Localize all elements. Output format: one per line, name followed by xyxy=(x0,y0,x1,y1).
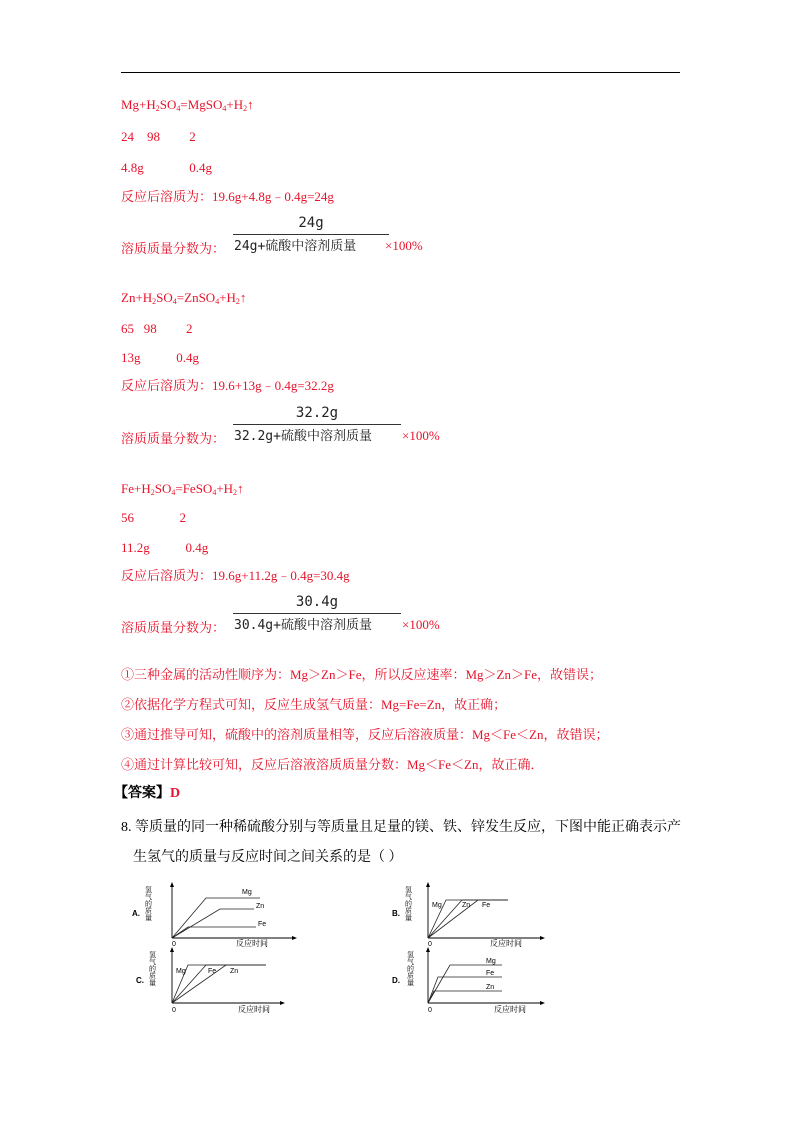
mg-values: 4.8g 0.4g xyxy=(121,160,212,175)
x-axis-label: 反应时间 xyxy=(238,1005,270,1014)
option-d-chart[interactable] xyxy=(390,945,550,1015)
series-line-mg xyxy=(172,898,260,938)
series-line-zn xyxy=(428,991,502,1003)
header-rule xyxy=(121,72,680,73)
question-line-2: 生氢气的质量与反应时间之间关系的是（ ） xyxy=(133,850,403,865)
series-line-fe xyxy=(172,965,266,1003)
x-axis-label: 反应时间 xyxy=(494,1005,526,1014)
x-axis-arrow xyxy=(540,1001,545,1005)
y-axis-label: 氢气的质量 xyxy=(148,951,156,986)
option-letter: D. xyxy=(392,976,400,985)
series-label-zn: Zn xyxy=(230,968,239,975)
answer-bracket: 【答案】 xyxy=(114,786,170,801)
y-axis-arrow xyxy=(170,882,174,887)
series-label-fe: Fe xyxy=(208,968,217,975)
fraction-percent: ×100% xyxy=(402,617,440,632)
question-line-1: 8. 等质量的同一种稀硫酸分别与等质量且足量的镁、铁、锌发生反应，下图中能正确表示产 xyxy=(121,820,681,835)
mg-solute: 反应后溶质为：19.6g+4.8g﹣0.4g=24g xyxy=(121,189,334,204)
origin-label: 0 xyxy=(172,1007,176,1014)
y-axis-label: 氢气的质量 xyxy=(406,951,414,986)
analysis-3: ③通过推导可知，硫酸中的溶剂质量相等，反应后溶液质量：Mg＜Fe＜Zn，故错误； xyxy=(121,727,609,742)
origin-label: 0 xyxy=(428,1007,432,1014)
fe-equation: $Fe+H_2SO_4=FeSO_4+H_2↑$ xyxy=(121,481,244,497)
x-axis-arrow xyxy=(540,936,545,940)
analysis-4: ④通过计算比较可知，反应后溶液溶质质量分数：Mg＜Fe＜Zn，故正确． xyxy=(121,757,544,772)
analysis-1: ①三种金属的活动性顺序为：Mg＞Zn＞Fe，所以反应速率：Mg＞Zn＞Fe，故错误； xyxy=(121,667,603,682)
series-label-mg: Mg xyxy=(242,889,252,896)
zn-masses: 65 98 2 xyxy=(121,321,193,336)
mg-fraction xyxy=(121,214,521,254)
fe-values: 11.2g 0.4g xyxy=(121,540,209,555)
option-letter: B. xyxy=(392,909,400,918)
y-axis-arrow xyxy=(426,947,430,952)
fraction-denominator: 32.2g+硫酸中溶剂质量 xyxy=(234,429,372,444)
fraction-numerator: 30.4g xyxy=(295,594,339,610)
y-axis-label: 氢气的质量 xyxy=(144,886,152,921)
fraction-label: 溶质质量分数为： xyxy=(121,241,226,256)
series-label-zn: Zn xyxy=(256,903,265,910)
option-letter: C. xyxy=(136,976,144,985)
fe-solute: 反应后溶质为：19.6g+11.2g﹣0.4g=30.4g xyxy=(121,568,350,583)
answer-value: D xyxy=(170,786,181,801)
fraction-percent: ×100% xyxy=(385,238,423,253)
mg-masses: 24 98 2 xyxy=(121,129,196,144)
fe-masses: 56 2 xyxy=(121,510,186,525)
fraction-label: 溶质质量分数为： xyxy=(121,620,226,635)
x-axis-label: 反应时间 xyxy=(490,939,522,948)
analysis-2: ②依据化学方程式可知，反应生成氢气质量：Mg=Fe=Zn，故正确； xyxy=(121,697,507,712)
fraction-denominator: 24g+硫酸中溶剂质量 xyxy=(234,239,357,254)
zn-equation: $Zn+H_2SO_4=ZnSO_4+H_2↑$ xyxy=(121,290,247,306)
series-label-zn: Zn xyxy=(462,902,471,909)
fraction-numerator: 24g xyxy=(298,215,324,231)
series-line-zn xyxy=(172,965,266,1003)
series-label-fe: Fe xyxy=(258,921,267,928)
fraction-numerator: 32.2g xyxy=(295,405,339,421)
mg-equation: $Mg+H_2SO_4=MgSO_4+H_2↑$ xyxy=(121,97,254,113)
series-label-mg: Mg xyxy=(432,902,442,909)
x-axis-arrow xyxy=(280,1001,285,1005)
option-letter: A. xyxy=(132,909,140,918)
series-label-mg: Mg xyxy=(176,968,186,975)
series-label-fe: Fe xyxy=(482,902,491,909)
option-b-chart[interactable] xyxy=(390,880,550,948)
option-c-chart[interactable] xyxy=(130,945,300,1015)
fraction-denominator: 30.4g+硫酸中溶剂质量 xyxy=(234,618,372,633)
y-axis-label: 氢气的质量 xyxy=(404,886,412,921)
zn-fraction xyxy=(121,404,521,444)
origin-label: 0 xyxy=(172,941,176,948)
fraction-label: 溶质质量分数为： xyxy=(121,431,226,446)
option-a-chart[interactable] xyxy=(130,880,300,948)
series-line-mg xyxy=(172,965,266,1003)
origin-label: 0 xyxy=(428,941,432,948)
fraction-percent: ×100% xyxy=(402,428,440,443)
series-label-fe: Fe xyxy=(486,970,495,977)
y-axis-arrow xyxy=(426,882,430,887)
zn-solute: 反应后溶质为：19.6+13g﹣0.4g=32.2g xyxy=(121,378,334,393)
series-label-zn: Zn xyxy=(486,984,495,991)
x-axis-label: 反应时间 xyxy=(236,939,268,948)
x-axis-arrow xyxy=(292,936,297,940)
answer-line xyxy=(114,786,180,802)
zn-values: 13g 0.4g xyxy=(121,350,199,365)
y-axis-arrow xyxy=(170,947,174,952)
series-label-mg: Mg xyxy=(486,958,496,965)
series-line-fe xyxy=(172,927,256,938)
fe-fraction xyxy=(121,593,521,633)
